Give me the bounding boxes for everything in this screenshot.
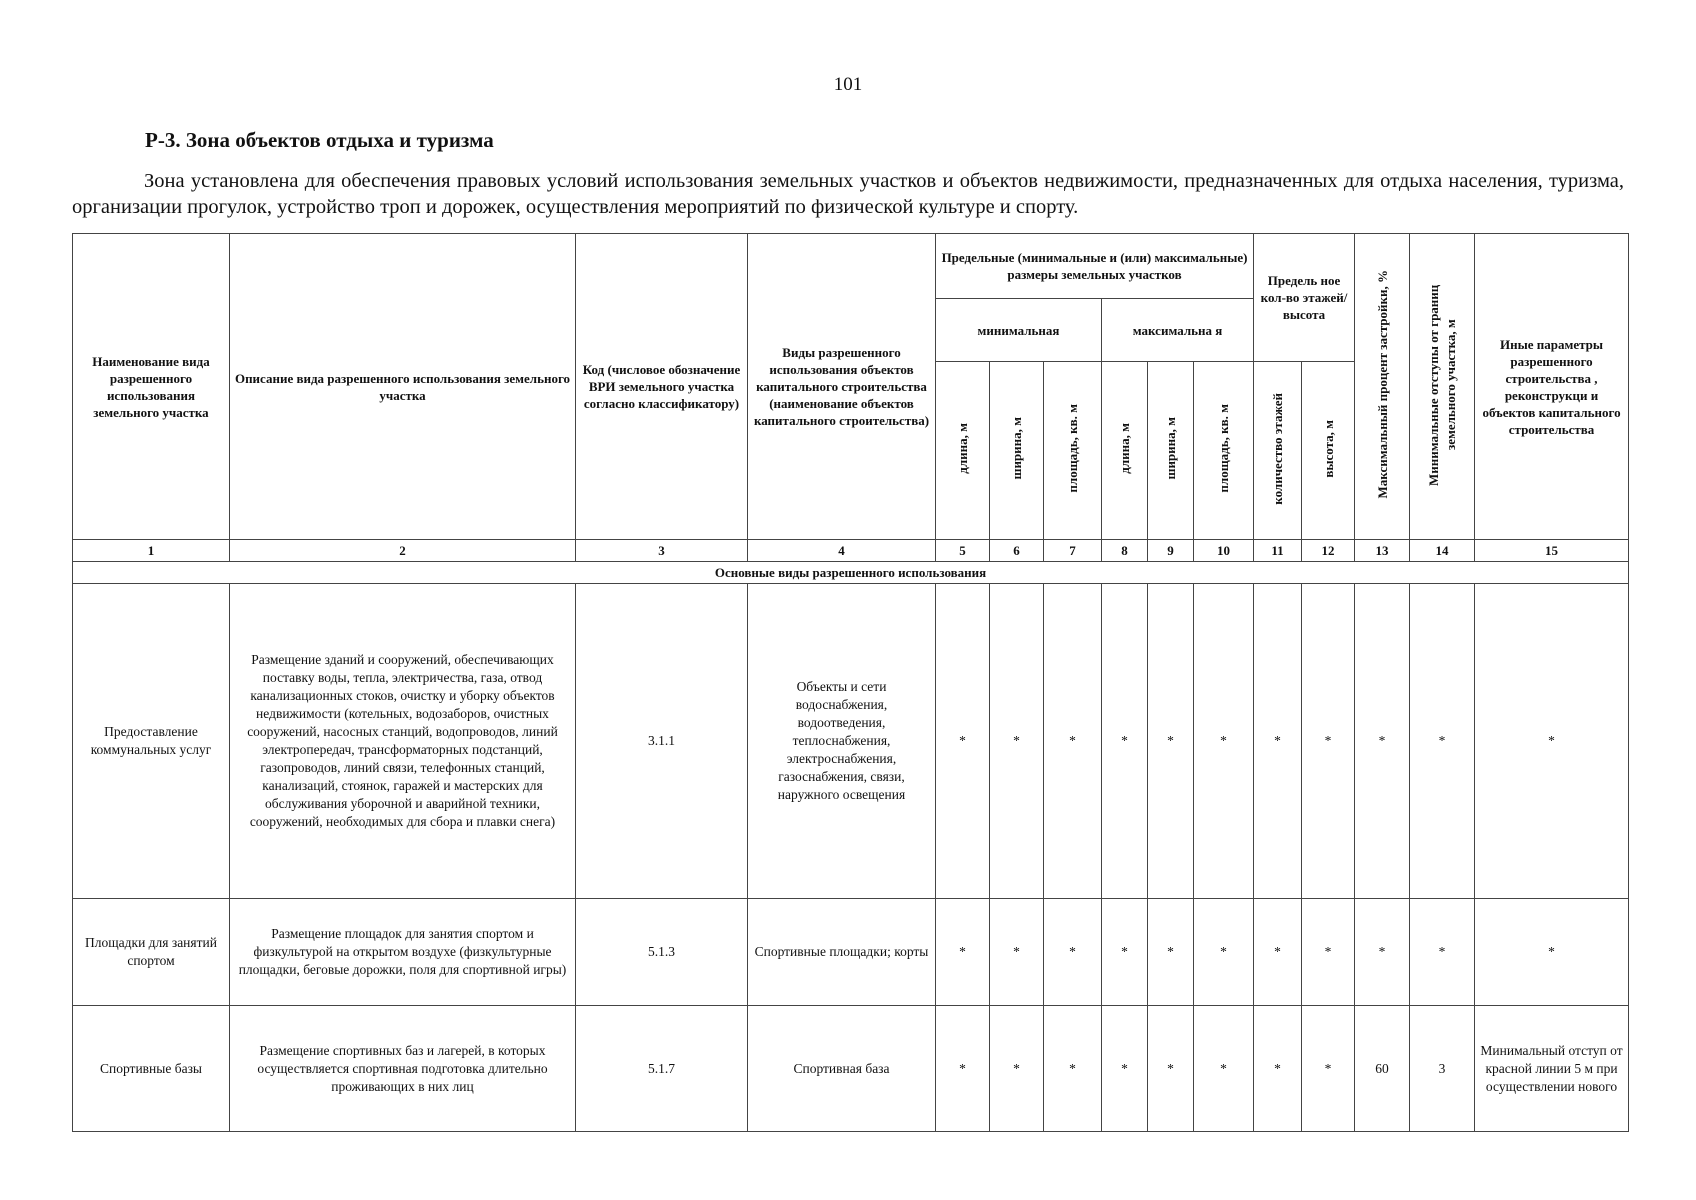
row-vri-description: Размещение зданий и сооружений, обеспечивающих поставку воды, тепла, электричества, газа, отвод канализационных стоков, очистку и уборку объектов недвижимости (котельных, водозаборов, очистных сооружений, насосных станций, водопроводов, линий электропередач, трансформаторных подстанций, газопроводов, линий связи, телефонных станций, канализаций, стоянок, гаражей и мастерских для обслуживания уборочной и аварийной техники, сооружений, необходимых для сбора и плавки снега) xyxy=(230,584,576,899)
header-vri-code: Код (числовое обозначение ВРИ земельного участка согласно классификатору) xyxy=(576,234,748,540)
column-number: 1 xyxy=(73,540,230,562)
column-number: 4 xyxy=(748,540,936,562)
header-other-params: Иные параметры разрешенного строительства , реконструкци и объектов капитального строительства xyxy=(1475,234,1629,540)
row-vri-name: Площадки для занятий спортом xyxy=(73,899,230,1006)
row-vri-code: 5.1.7 xyxy=(576,1006,748,1132)
row-value: * xyxy=(936,899,990,1006)
column-number: 6 xyxy=(990,540,1044,562)
column-number: 5 xyxy=(936,540,990,562)
header-floor-count: количество этажей xyxy=(1254,362,1302,540)
row-value: * xyxy=(990,584,1044,899)
row-value: * xyxy=(1194,584,1254,899)
header-min-width: ширина, м xyxy=(990,362,1044,540)
header-height: высота, м xyxy=(1302,362,1355,540)
table-row xyxy=(73,899,1629,1006)
row-value: * xyxy=(1044,1006,1102,1132)
row-value: * xyxy=(1475,899,1629,1006)
column-number: 14 xyxy=(1410,540,1475,562)
header-max: максимальна я xyxy=(1102,299,1254,362)
row-vri-name: Спортивные базы xyxy=(73,1006,230,1132)
header-floors-height: Предель ное кол-во этажей/ высота xyxy=(1254,234,1355,362)
row-value: * xyxy=(990,1006,1044,1132)
row-value: * xyxy=(936,1006,990,1132)
header-oks-types: Виды разрешенного использования объектов капитального строительства (наименование объектов капитального строительства) xyxy=(748,234,936,540)
row-value: * xyxy=(1254,584,1302,899)
row-value: 3 xyxy=(1410,1006,1475,1132)
header-vri-name: Наименование вида разрешенного использования земельного участка xyxy=(73,234,230,540)
row-oks-types: Спортивные площадки; корты xyxy=(748,899,936,1006)
section-label: Основные виды разрешенного использования xyxy=(73,562,1629,584)
header-plot-sizes: Предельные (минимальные и (или) максимальные) размеры земельных участков xyxy=(936,234,1254,299)
header-max-length: длина, м xyxy=(1102,362,1148,540)
zone-parameters-table xyxy=(72,233,1629,1132)
row-value: * xyxy=(990,899,1044,1006)
row-value: * xyxy=(1044,584,1102,899)
intro-paragraph: Зона установлена для обеспечения правовых условий использования земельных участков и объектов недвижимости, предназначенных для отдыха населения, туризма, организации прогулок, устройство троп и дорожек, осуществления мероприятий по физической культуре и спорту. xyxy=(72,170,1624,218)
row-value: * xyxy=(1410,584,1475,899)
row-value: * xyxy=(1355,584,1410,899)
row-oks-types: Спортивная база xyxy=(748,1006,936,1132)
row-value: * xyxy=(1302,899,1355,1006)
column-number: 2 xyxy=(230,540,576,562)
row-value: * xyxy=(1410,899,1475,1006)
column-number: 11 xyxy=(1254,540,1302,562)
row-value: * xyxy=(1254,1006,1302,1132)
header-row-1 xyxy=(73,234,1629,299)
row-value: * xyxy=(1102,899,1148,1006)
table-row xyxy=(73,1006,1629,1132)
row-value: * xyxy=(1148,1006,1194,1132)
row-value: * xyxy=(1194,899,1254,1006)
header-max-build-percent: Максимальный процент застройки, % xyxy=(1355,234,1410,540)
row-value: * xyxy=(936,584,990,899)
row-oks-types: Объекты и сети водоснабжения, водоотведения, теплоснабжения, электроснабжения, газоснабжения, связи, наружного освещения xyxy=(748,584,936,899)
column-number: 13 xyxy=(1355,540,1410,562)
row-value: 60 xyxy=(1355,1006,1410,1132)
column-number: 12 xyxy=(1302,540,1355,562)
header-max-width: ширина, м xyxy=(1148,362,1194,540)
column-number-row xyxy=(73,540,1629,562)
column-number: 7 xyxy=(1044,540,1102,562)
row-value: * xyxy=(1102,584,1148,899)
header-min-setbacks: Минимальные отступы от границ земельного участка, м xyxy=(1410,234,1475,540)
page-number: 101 xyxy=(833,74,863,95)
section-row xyxy=(73,562,1629,584)
header-min-area: площадь, кв. м xyxy=(1044,362,1102,540)
row-value: * xyxy=(1355,899,1410,1006)
column-number: 8 xyxy=(1102,540,1148,562)
row-value: * xyxy=(1102,1006,1148,1132)
header-min-length: длина, м xyxy=(936,362,990,540)
row-vri-code: 3.1.1 xyxy=(576,584,748,899)
column-number: 15 xyxy=(1475,540,1629,562)
column-number: 3 xyxy=(576,540,748,562)
row-other-params: Минимальный отступ от красной линии 5 м при осуществлении нового xyxy=(1475,1006,1629,1132)
header-max-area: площадь, кв. м xyxy=(1194,362,1254,540)
row-value: * xyxy=(1302,1006,1355,1132)
header-vri-description: Описание вида разрешенного использования земельного участка xyxy=(230,234,576,540)
row-value: * xyxy=(1254,899,1302,1006)
row-value: * xyxy=(1302,584,1355,899)
row-value: * xyxy=(1148,584,1194,899)
row-vri-description: Размещение спортивных баз и лагерей, в которых осуществляется спортивная подготовка длительно проживающих в них лиц xyxy=(230,1006,576,1132)
table-row xyxy=(73,584,1629,899)
row-value: * xyxy=(1475,584,1629,899)
row-value: * xyxy=(1044,899,1102,1006)
row-value: * xyxy=(1148,899,1194,1006)
column-number: 10 xyxy=(1194,540,1254,562)
row-vri-code: 5.1.3 xyxy=(576,899,748,1006)
row-vri-name: Предоставление коммунальных услуг xyxy=(73,584,230,899)
header-min: минимальная xyxy=(936,299,1102,362)
column-number: 9 xyxy=(1148,540,1194,562)
row-vri-description: Размещение площадок для занятия спортом и физкультурой на открытом воздухе (физкультурные площадки, беговые дорожки, поля для спортивной игры) xyxy=(230,899,576,1006)
section-title: Р-3. Зона объектов отдыха и туризма xyxy=(145,128,494,152)
row-value: * xyxy=(1194,1006,1254,1132)
